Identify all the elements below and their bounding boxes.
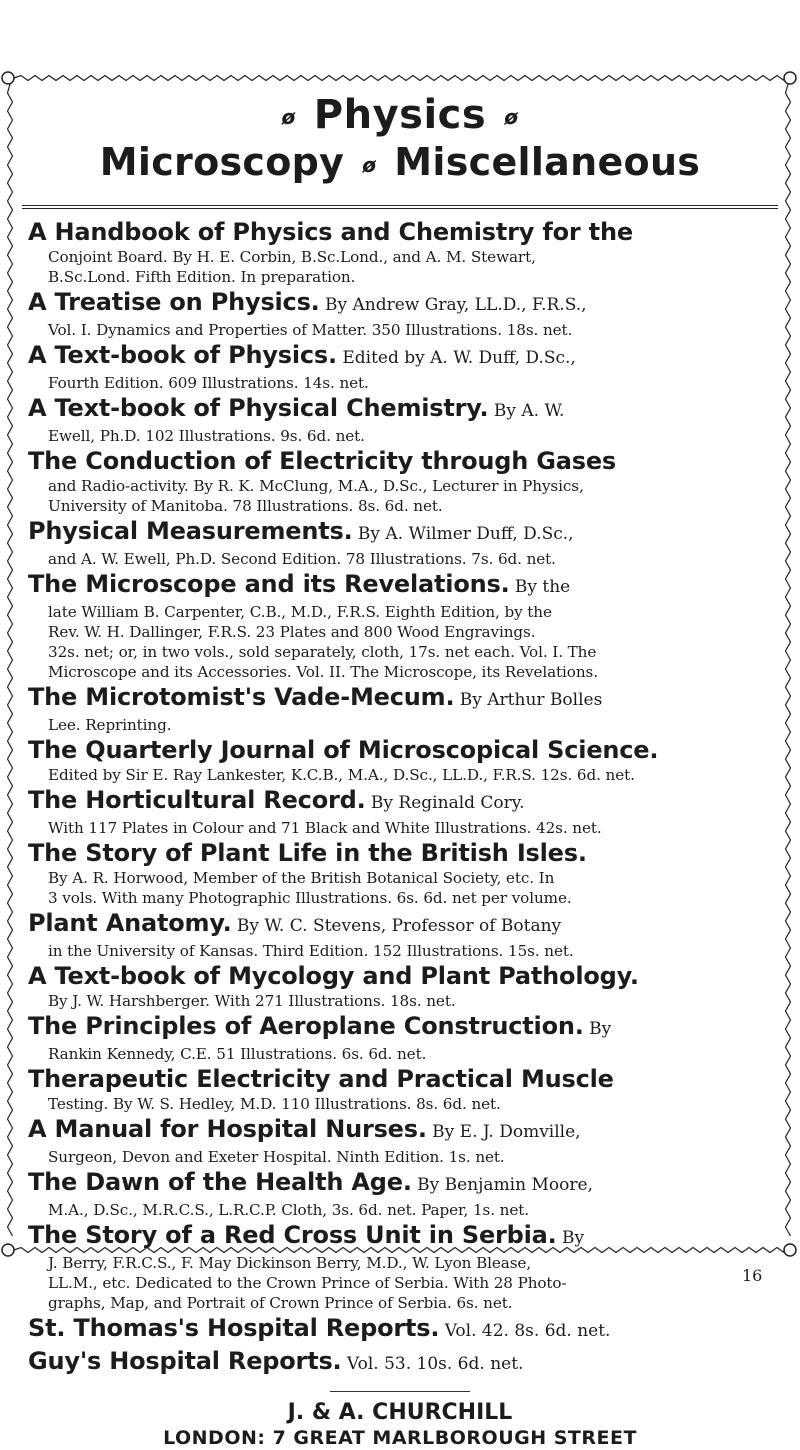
ornament-icon: ø (281, 105, 296, 129)
corner-ring-top-left (2, 72, 14, 84)
book-entry (28, 1064, 772, 1114)
book-title-line (28, 1064, 772, 1094)
book-entry (28, 1313, 772, 1346)
book-title-line (28, 1167, 772, 1200)
book-title: The Story of a Red Cross Unit in Serbia. (28, 1221, 557, 1249)
book-author-lead: By (583, 1019, 612, 1039)
corner-ring-bottom-left (2, 1244, 14, 1256)
publisher-name: J. & A. CHURCHILL (287, 1400, 513, 1425)
book-entry (28, 516, 772, 569)
book-title-line (28, 393, 772, 426)
book-detail-line: Vol. I. Dynamics and Properties of Matter. 350 Illustrations. 18s. net. (48, 321, 573, 339)
header-line-1 (22, 86, 778, 140)
book-entry (28, 393, 772, 446)
book-entry (28, 961, 772, 1011)
book-detail-line: Conjoint Board. By H. E. Corbin, B.Sc.Lond., and A. M. Stewart, (48, 248, 536, 266)
book-title-line (28, 735, 772, 765)
book-title-line (28, 340, 772, 373)
book-entry (28, 908, 772, 961)
book-list (22, 209, 778, 1379)
book-author-lead: By Arthur Bolles (454, 690, 603, 710)
book-entry (28, 217, 772, 287)
book-author-lead: By Reginald Cory. (365, 793, 525, 813)
book-title: A Handbook of Physics and Chemistry for the (28, 218, 633, 246)
book-detail-line: Microscope and its Accessories. Vol. II. The Microscope, its Revelations. (48, 663, 598, 681)
book-entry (28, 1167, 772, 1220)
header-physics: Physics (313, 92, 487, 138)
footer-rule (330, 1391, 470, 1392)
book-detail-line: in the University of Kansas. Third Edition. 152 Illustrations. 15s. net. (48, 942, 574, 960)
book-title: Guy's Hospital Reports. (28, 1347, 342, 1375)
book-title: The Principles of Aeroplane Construction. (28, 1012, 584, 1040)
book-title-line (28, 1114, 772, 1147)
book-entry (28, 838, 772, 908)
book-detail-line: By A. R. Horwood, Member of the British Botanical Society, etc. In (48, 869, 555, 887)
header-miscellaneous: Miscellaneous (394, 140, 701, 184)
header-microscopy: Microscopy (99, 140, 345, 184)
book-detail-line: By J. W. Harshberger. With 271 Illustrations. 18s. net. (48, 992, 456, 1010)
book-author-lead: By W. C. Stevens, Professor of Botany (231, 916, 562, 936)
book-detail-line: and Radio-activity. By R. K. McClung, M.A., D.Sc., Lecturer in Physics, (48, 477, 584, 495)
book-detail-line: late William B. Carpenter, C.B., M.D., F.R.S. Eighth Edition, by the (48, 603, 552, 621)
book-entry (28, 569, 772, 682)
book-author-lead: By A. W. (488, 401, 565, 421)
book-title-line (28, 217, 772, 247)
border-top (14, 76, 784, 81)
book-detail-line: J. Berry, F.R.C.S., F. May Dickinson Berry, M.D., W. Lyon Blease, (48, 1254, 532, 1272)
book-title: The Conduction of Electricity through Gases (28, 447, 617, 475)
header-line-2 (22, 140, 778, 187)
book-entry (28, 682, 772, 735)
book-entry (28, 735, 772, 785)
book-title-line (28, 838, 772, 868)
book-detail-line: M.A., D.Sc., M.R.C.S., L.R.C.P. Cloth, 3s. 6d. net. Paper, 1s. net. (48, 1201, 529, 1219)
book-title-line (28, 1011, 772, 1044)
book-title: A Text-book of Physical Chemistry. (28, 394, 489, 422)
book-author-lead: Edited by A. W. Duff, D.Sc., (336, 348, 576, 368)
book-title-line (28, 287, 772, 320)
book-title-line (28, 1220, 772, 1253)
book-title-line (28, 1346, 772, 1379)
publisher-address: LONDON: 7 GREAT MARLBOROUGH STREET (163, 1427, 637, 1449)
page-number: 16 (742, 1266, 763, 1285)
book-title: Physical Measurements. (28, 517, 353, 545)
book-detail-line: Testing. By W. S. Hedley, M.D. 110 Illustrations. 8s. 6d. net. (48, 1095, 501, 1113)
book-title: The Microtomist's Vade-Mecum. (28, 683, 455, 711)
book-detail-line: B.Sc.Lond. Fifth Edition. In preparation. (48, 268, 356, 286)
book-author-lead: By E. J. Domville, (426, 1122, 581, 1142)
book-detail-line: Rev. W. H. Dallinger, F.R.S. 23 Plates and 800 Wood Engravings. (48, 623, 536, 641)
book-title-line (28, 785, 772, 818)
book-title: Therapeutic Electricity and Practical Muscle (28, 1065, 614, 1093)
book-title-line (28, 516, 772, 549)
book-detail-line: University of Manitoba. 78 Illustrations. 8s. 6d. net. (48, 497, 443, 515)
book-detail-line: graphs, Map, and Portrait of Crown Prince of Serbia. 6s. net. (48, 1294, 513, 1312)
book-entry (28, 1011, 772, 1064)
book-entry (28, 1346, 772, 1379)
book-title: Plant Anatomy. (28, 909, 232, 937)
border-right (786, 84, 791, 1236)
book-entry (28, 1220, 772, 1313)
book-detail-line: 32s. net; or, in two vols., sold separately, cloth, 17s. net each. Vol. I. The (48, 643, 597, 661)
book-entry (28, 446, 772, 516)
header-separator (22, 205, 778, 209)
book-title: The Dawn of the Health Age. (28, 1168, 412, 1196)
book-detail-line: Rankin Kennedy, C.E. 51 Illustrations. 6s. 6d. net. (48, 1045, 427, 1063)
book-detail-line: With 117 Plates in Colour and 71 Black and White Illustrations. 42s. net. (48, 819, 602, 837)
book-title: The Quarterly Journal of Microscopical Science. (28, 736, 659, 764)
corner-ring-bottom-right (784, 1244, 796, 1256)
book-detail-line: Ewell, Ph.D. 102 Illustrations. 9s. 6d. net. (48, 427, 365, 445)
book-author-lead: By Andrew Gray, LL.D., F.R.S., (319, 295, 587, 315)
corner-ring-top-right (784, 72, 796, 84)
ornament-icon: ø (362, 152, 377, 177)
book-title-line (28, 908, 772, 941)
book-title-line (28, 961, 772, 991)
book-detail-line: Surgeon, Devon and Exeter Hospital. Ninth Edition. 1s. net. (48, 1148, 505, 1166)
book-detail-line: and A. W. Ewell, Ph.D. Second Edition. 78 Illustrations. 7s. 6d. net. (48, 550, 556, 568)
book-title: A Text-book of Physics. (28, 341, 337, 369)
book-title: St. Thomas's Hospital Reports. (28, 1314, 440, 1342)
book-title-line (28, 682, 772, 715)
book-title: The Horticultural Record. (28, 786, 366, 814)
book-title-line (28, 569, 772, 602)
book-entry (28, 785, 772, 838)
book-entry (28, 287, 772, 340)
border-left (8, 84, 13, 1236)
book-author-lead: By the (509, 577, 571, 597)
book-title: The Story of Plant Life in the British Isles. (28, 839, 587, 867)
book-author-lead: By A. Wilmer Duff, D.Sc., (352, 524, 574, 544)
book-author-lead: Vol. 53. 10s. 6d. net. (341, 1354, 524, 1374)
publisher-footer (22, 1391, 778, 1450)
book-title: A Treatise on Physics. (28, 288, 320, 316)
book-detail-line: 3 vols. With many Photographic Illustrations. 6s. 6d. net per volume. (48, 889, 572, 907)
page-header (22, 86, 778, 209)
book-entry (28, 340, 772, 393)
book-entry (28, 1114, 772, 1167)
book-author-lead: By (556, 1228, 585, 1248)
book-author-lead: By Benjamin Moore, (411, 1175, 593, 1195)
book-author-lead: Vol. 42. 8s. 6d. net. (439, 1321, 611, 1341)
book-title: A Text-book of Mycology and Plant Pathology. (28, 962, 639, 990)
book-title-line (28, 1313, 772, 1346)
book-detail-line: Lee. Reprinting. (48, 716, 172, 734)
book-detail-line: Edited by Sir E. Ray Lankester, K.C.B., M.A., D.Sc., LL.D., F.R.S. 12s. 6d. net. (48, 766, 635, 784)
book-detail-line: LL.M., etc. Dedicated to the Crown Prince of Serbia. With 28 Photo- (48, 1274, 567, 1292)
book-title: The Microscope and its Revelations. (28, 570, 510, 598)
book-detail-line: Fourth Edition. 609 Illustrations. 14s. net. (48, 374, 369, 392)
ornament-icon: ø (504, 105, 519, 129)
book-title: A Manual for Hospital Nurses. (28, 1115, 427, 1143)
book-title-line (28, 446, 772, 476)
